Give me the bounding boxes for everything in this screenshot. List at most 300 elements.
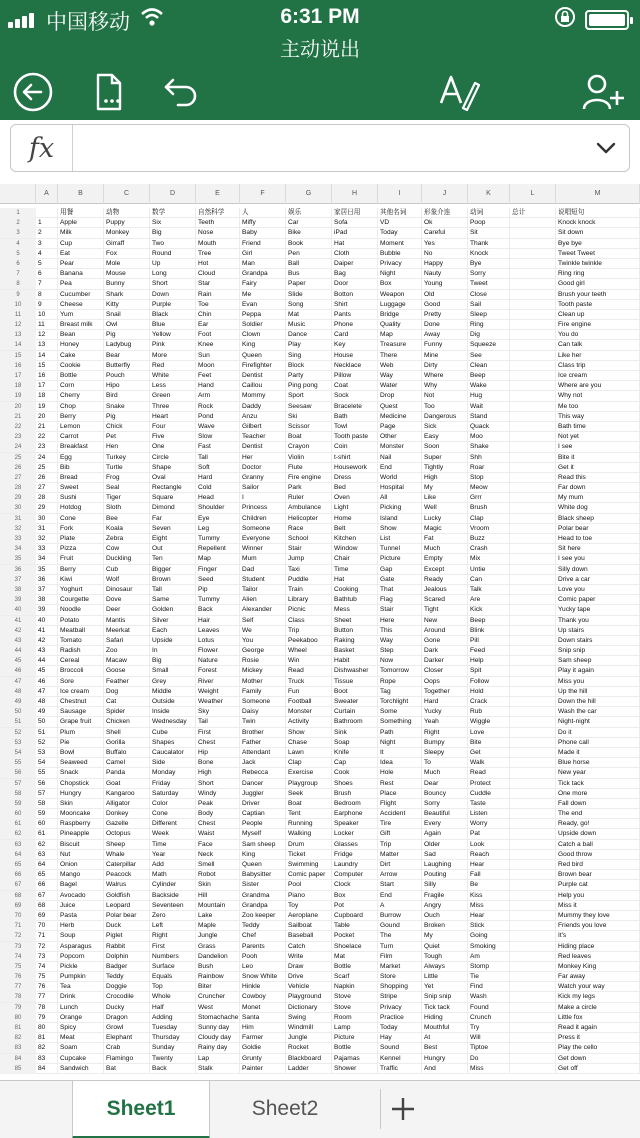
cell[interactable]: Pill (468, 636, 510, 646)
cell[interactable]: Sore (58, 677, 104, 687)
cell[interactable]: George (240, 646, 286, 656)
cell[interactable]: Wheel (286, 646, 332, 656)
cell[interactable]: Camel (104, 758, 150, 768)
cell[interactable] (510, 809, 556, 819)
cell[interactable]: Back (196, 605, 240, 615)
cell[interactable]: I see you (556, 554, 640, 564)
cell[interactable]: Sofa (332, 218, 378, 228)
cell[interactable]: Hiding (422, 1013, 468, 1023)
cell[interactable]: Quality (378, 320, 422, 330)
cell[interactable] (510, 687, 556, 697)
cell[interactable]: Dancer (240, 779, 286, 789)
cell[interactable]: Frog (104, 473, 150, 483)
cell[interactable]: Seek (286, 789, 332, 799)
cell[interactable]: World (378, 473, 422, 483)
cell[interactable]: Tick tack (556, 779, 640, 789)
cell[interactable]: Going (468, 931, 510, 941)
cell[interactable]: Teddy (104, 972, 150, 982)
cell[interactable]: 24 (36, 453, 58, 463)
spreadsheet-grid[interactable] (0, 184, 640, 1080)
cell[interactable]: Stove (332, 992, 378, 1002)
cell[interactable]: 37 (36, 585, 58, 595)
cell[interactable]: Wednesday (150, 717, 196, 727)
cell[interactable]: Wait (468, 402, 510, 412)
cell[interactable]: Flight (378, 799, 422, 809)
cell[interactable]: Tiger (104, 493, 150, 503)
cell[interactable]: Taxi (286, 565, 332, 575)
cell[interactable]: Yucky (422, 707, 468, 717)
cell[interactable]: Bag (332, 269, 378, 279)
cell[interactable] (510, 595, 556, 605)
cell[interactable]: Hospital (378, 483, 422, 493)
cell[interactable]: Draw (286, 962, 332, 972)
cell[interactable]: Fire engine (556, 320, 640, 330)
row-number[interactable]: 77 (0, 982, 36, 992)
cell[interactable]: Peacock (104, 870, 150, 880)
cell[interactable]: Deer (104, 605, 150, 615)
cell[interactable]: Snail (104, 310, 150, 320)
cell[interactable]: Seesaw (286, 402, 332, 412)
cell[interactable]: See (468, 351, 510, 361)
cell[interactable]: White dog (556, 503, 640, 513)
cell[interactable]: Clap (468, 514, 510, 524)
cell[interactable]: Mommy (240, 391, 286, 401)
cell[interactable]: Monster (286, 707, 332, 717)
cell[interactable]: Breast milk (58, 320, 104, 330)
cell[interactable]: Sam sheep (556, 656, 640, 666)
cell[interactable]: Lake (196, 911, 240, 921)
column-header[interactable]: D (150, 184, 196, 204)
cell[interactable]: Lamp (332, 1023, 378, 1033)
cell[interactable]: Winner (240, 544, 286, 554)
cell[interactable]: Teacher (240, 432, 286, 442)
cell[interactable]: End (378, 463, 422, 473)
cell[interactable]: Quest (378, 402, 422, 412)
cell[interactable]: Equals (150, 972, 196, 982)
row-number[interactable]: 66 (0, 870, 36, 880)
cell[interactable]: Mouth (196, 239, 240, 249)
cell[interactable]: Taste (468, 799, 510, 809)
cell[interactable]: Drink (58, 992, 104, 1002)
cell[interactable]: Hat (332, 239, 378, 249)
cell[interactable]: Do it (556, 728, 640, 738)
add-sheet-button[interactable] (380, 1089, 424, 1129)
cell[interactable]: Boat (286, 799, 332, 809)
cell[interactable]: Little fox (556, 1013, 640, 1023)
cell[interactable]: Locker (332, 829, 378, 839)
cell[interactable]: 数学 (150, 208, 196, 218)
cell[interactable]: Seal (104, 483, 150, 493)
cell[interactable]: Hair (196, 616, 240, 626)
cell[interactable]: 33 (36, 544, 58, 554)
cell[interactable]: Pouch (104, 371, 150, 381)
cell[interactable]: Much (422, 768, 468, 778)
cell[interactable]: Catch a ball (556, 840, 640, 850)
cell[interactable]: 14 (36, 351, 58, 361)
cell[interactable]: Time (332, 565, 378, 575)
cell[interactable]: Table (332, 921, 378, 931)
cell[interactable]: Page (378, 422, 422, 432)
cell[interactable]: 58 (36, 799, 58, 809)
cell[interactable]: Ok (422, 218, 468, 228)
cell[interactable]: 71 (36, 931, 58, 941)
cell[interactable]: Ouch (422, 911, 468, 921)
cell[interactable]: Seventeen (150, 901, 196, 911)
cell[interactable]: Crash (468, 544, 510, 554)
cell[interactable] (510, 371, 556, 381)
cell[interactable]: Miss (468, 1064, 510, 1074)
cell[interactable]: Race (286, 524, 332, 534)
cell[interactable]: 7 (36, 279, 58, 289)
cell[interactable]: Small (150, 666, 196, 676)
cell[interactable]: Fragile (422, 891, 468, 901)
cell[interactable]: Nauty (422, 269, 468, 279)
row-number[interactable]: 19 (0, 391, 36, 401)
cell[interactable]: Brother (240, 728, 286, 738)
cell[interactable]: Seaweed (58, 758, 104, 768)
cell[interactable]: Pea (58, 279, 104, 289)
cell[interactable]: Tent (286, 809, 332, 819)
cell[interactable]: Exercise (286, 768, 332, 778)
cell[interactable]: Laundry (332, 860, 378, 870)
cell[interactable]: Pretty (422, 310, 468, 320)
cell[interactable]: Dig (468, 330, 510, 340)
cell[interactable]: Meerkat (104, 626, 150, 636)
row-number[interactable]: 61 (0, 819, 36, 829)
cell[interactable]: Now (378, 656, 422, 666)
cell[interactable] (510, 768, 556, 778)
cell[interactable]: Box (332, 891, 378, 901)
cell[interactable]: Dog (104, 687, 150, 697)
cell[interactable]: Chest (196, 819, 240, 829)
cell[interactable]: Cruncher (196, 992, 240, 1002)
cell[interactable]: Down stairs (556, 636, 640, 646)
cell[interactable]: Mother (240, 677, 286, 687)
cell[interactable]: 62 (36, 840, 58, 850)
row-number[interactable]: 70 (0, 911, 36, 921)
cell[interactable]: Read this (556, 473, 640, 483)
row-number[interactable]: 12 (0, 320, 36, 330)
cell[interactable]: Be (468, 880, 510, 890)
cell[interactable]: Happy (422, 259, 468, 269)
cell[interactable]: Hat (332, 575, 378, 585)
cell[interactable]: Yet (422, 982, 468, 992)
cell[interactable]: Squeeze (468, 340, 510, 350)
cell[interactable]: Surface (150, 962, 196, 972)
cell[interactable] (510, 310, 556, 320)
cell[interactable]: Clean (468, 361, 510, 371)
cell[interactable]: Babysitter (240, 870, 286, 880)
row-number[interactable]: 46 (0, 666, 36, 676)
cell[interactable]: Traffic (378, 1064, 422, 1074)
cell[interactable]: Self (240, 616, 286, 626)
cell[interactable]: Pool (286, 880, 332, 890)
cell[interactable]: Kangaroo (104, 789, 150, 799)
cell[interactable]: Hungry (422, 1054, 468, 1064)
cell[interactable]: Necklace (332, 361, 378, 371)
row-number[interactable]: 76 (0, 972, 36, 982)
cell[interactable]: Inside (150, 707, 196, 717)
cell[interactable]: Island (378, 514, 422, 524)
cell[interactable]: Thursday (150, 1033, 196, 1043)
cell[interactable]: Make a circle (556, 1003, 640, 1013)
cell[interactable]: Nature (196, 656, 240, 666)
cell[interactable]: Tailor (240, 585, 286, 595)
row-number[interactable]: 57 (0, 779, 36, 789)
cell[interactable]: Leo (240, 962, 286, 972)
cell[interactable]: Sailor (240, 483, 286, 493)
cell[interactable]: 84 (36, 1064, 58, 1074)
cell[interactable]: Basket (332, 646, 378, 656)
cell[interactable]: Activity (286, 717, 332, 727)
cell[interactable]: Middle (150, 687, 196, 697)
cell[interactable]: 69 (36, 911, 58, 921)
cell[interactable]: Picking (378, 503, 422, 513)
cell[interactable]: Shower (332, 1064, 378, 1074)
cell[interactable]: Year (150, 850, 196, 860)
cell[interactable]: Tomorrow (378, 666, 422, 676)
cell[interactable]: Stand (468, 412, 510, 422)
row-number[interactable]: 49 (0, 697, 36, 707)
cell[interactable]: Privacy (378, 259, 422, 269)
column-header[interactable]: A (36, 184, 58, 204)
cell[interactable]: Turkey (104, 453, 150, 463)
cell[interactable]: Hard (196, 473, 240, 483)
cell[interactable]: 19 (36, 402, 58, 412)
cell[interactable]: Daisy (240, 707, 286, 717)
cell[interactable]: Miss it (556, 901, 640, 911)
cell[interactable]: Queen (240, 860, 286, 870)
cell[interactable]: Do (468, 1054, 510, 1064)
cell[interactable]: Pip (196, 585, 240, 595)
cell[interactable]: Computer (332, 870, 378, 880)
cell[interactable]: Tough (422, 952, 468, 962)
cell[interactable]: 61 (36, 829, 58, 839)
cell[interactable]: Twin (240, 717, 286, 727)
cell[interactable]: Aeroplane (286, 911, 332, 921)
cell[interactable]: Polar bear (104, 911, 150, 921)
cell[interactable]: Alligator (104, 799, 150, 809)
cell[interactable]: Queen (240, 351, 286, 361)
cell[interactable]: Rainy day (196, 1043, 240, 1053)
cell[interactable] (510, 656, 556, 666)
cell[interactable]: The end (556, 809, 640, 819)
cell[interactable]: Botton (332, 290, 378, 300)
cell[interactable]: Shoelace (332, 942, 378, 952)
cell[interactable]: Drop (378, 391, 422, 401)
cell[interactable]: Bottle (58, 371, 104, 381)
cell[interactable]: 82 (36, 1043, 58, 1053)
cell[interactable]: Granny (240, 473, 286, 483)
row-number[interactable]: 67 (0, 880, 36, 890)
cell[interactable]: Grrr (468, 493, 510, 503)
cell[interactable]: Ready, go! (556, 819, 640, 829)
cell[interactable] (510, 565, 556, 575)
cell[interactable]: 78 (36, 1003, 58, 1013)
cell[interactable]: Bye bye (556, 239, 640, 249)
cell[interactable]: Two (150, 239, 196, 249)
cell[interactable]: Growl (104, 1023, 150, 1033)
cell[interactable]: Numbers (150, 952, 196, 962)
cell[interactable]: Bunny (104, 279, 150, 289)
cell[interactable]: Hay (378, 1033, 422, 1043)
cell[interactable]: Cloud (196, 269, 240, 279)
cell[interactable]: Thank you (556, 616, 640, 626)
cell[interactable]: Where are you (556, 381, 640, 391)
cell[interactable]: Finger (196, 565, 240, 575)
cell[interactable]: Far away (556, 972, 640, 982)
cell[interactable]: Chop (58, 402, 104, 412)
cell[interactable]: Orange (58, 1013, 104, 1023)
cell[interactable]: Bread (58, 473, 104, 483)
cell[interactable]: Turn (378, 942, 422, 952)
cell[interactable]: Star (196, 279, 240, 289)
cell[interactable]: 40 (36, 616, 58, 626)
row-number[interactable]: 38 (0, 585, 36, 595)
cell[interactable]: Crocodile (104, 992, 150, 1002)
cell[interactable]: 81 (36, 1033, 58, 1043)
cell[interactable]: Flute (286, 463, 332, 473)
cell[interactable]: 10 (36, 310, 58, 320)
cell[interactable]: Rocket (286, 1043, 332, 1053)
cell[interactable]: Cap (332, 758, 378, 768)
cell[interactable]: Playground (286, 992, 332, 1002)
cell[interactable]: Blue horse (556, 758, 640, 768)
cell[interactable]: 30 (36, 514, 58, 524)
cell[interactable]: 44 (36, 656, 58, 666)
row-number[interactable]: 71 (0, 921, 36, 931)
cell[interactable]: Yum (58, 310, 104, 320)
cell[interactable]: Hipo (104, 381, 150, 391)
cell[interactable]: Trip (378, 840, 422, 850)
cell[interactable]: 21 (36, 422, 58, 432)
cell[interactable]: Market (378, 962, 422, 972)
cell[interactable]: Shopping (378, 982, 422, 992)
row-number[interactable]: 23 (0, 432, 36, 442)
cell[interactable]: 72 (36, 942, 58, 952)
cell[interactable] (510, 870, 556, 880)
cell[interactable]: Step (378, 646, 422, 656)
cell[interactable]: Right (150, 931, 196, 941)
cell[interactable]: Piglet (104, 931, 150, 941)
cell[interactable]: Hold (468, 687, 510, 697)
back-button[interactable] (10, 70, 56, 114)
cell[interactable]: Ready (422, 575, 468, 585)
cell[interactable]: Girraff (104, 239, 150, 249)
cell[interactable]: Best (422, 1043, 468, 1053)
cell[interactable]: Cupboard (332, 911, 378, 921)
cell[interactable]: Chest (196, 738, 240, 748)
cell[interactable]: Peppa (240, 310, 286, 320)
cell[interactable]: Add (150, 860, 196, 870)
cell[interactable]: King (240, 340, 286, 350)
cell[interactable]: Kitty (104, 300, 150, 310)
cell[interactable] (510, 218, 556, 228)
cell[interactable]: Scarf (332, 972, 378, 982)
cell[interactable]: Swimming (286, 860, 332, 870)
cell[interactable]: Windmill (286, 1023, 332, 1033)
cell[interactable]: Soam (58, 1043, 104, 1053)
cell[interactable]: Sad (422, 850, 468, 860)
cell[interactable] (510, 1013, 556, 1023)
cell[interactable]: Head (196, 493, 240, 503)
cell[interactable]: Mickey (240, 666, 286, 676)
cell[interactable]: Week (150, 829, 196, 839)
cell[interactable]: Sailboat (286, 921, 332, 931)
cell[interactable]: Read (468, 768, 510, 778)
cell[interactable]: Weapon (378, 290, 422, 300)
cell[interactable]: Sleepy (422, 748, 468, 758)
cell[interactable]: Miffy (240, 218, 286, 228)
row-number[interactable]: 85 (0, 1064, 36, 1074)
cell[interactable]: Water (378, 381, 422, 391)
cell[interactable]: Fast (196, 442, 240, 452)
cell[interactable]: 56 (36, 779, 58, 789)
cell[interactable]: Stair (286, 544, 332, 554)
cell[interactable] (510, 422, 556, 432)
cell[interactable]: Dragon (104, 1013, 150, 1023)
cell[interactable]: 83 (36, 1054, 58, 1064)
cell[interactable]: Bush (196, 962, 240, 972)
cell[interactable]: Lap (196, 1054, 240, 1064)
cell[interactable]: Duck (104, 921, 150, 931)
cell[interactable]: Mooncake (58, 809, 104, 819)
cell[interactable]: Accident (378, 809, 422, 819)
cell[interactable]: Again (422, 829, 468, 839)
cell[interactable]: Dandelion (196, 952, 240, 962)
cell[interactable]: Dictionary (286, 1003, 332, 1013)
cell[interactable]: First (196, 728, 240, 738)
row-number[interactable]: 22 (0, 422, 36, 432)
cell[interactable]: Sweater (332, 697, 378, 707)
cell[interactable]: Bird (104, 391, 150, 401)
cell[interactable]: Weight (196, 687, 240, 697)
cell[interactable]: Towl (332, 422, 378, 432)
cell[interactable]: Hard (422, 697, 468, 707)
cell[interactable]: Octopus (104, 829, 150, 839)
cell[interactable]: My (422, 931, 468, 941)
cell[interactable]: Soft (196, 463, 240, 473)
cell[interactable]: Window (332, 544, 378, 554)
cell[interactable]: Jungle (286, 1033, 332, 1043)
cell[interactable]: Sock (332, 391, 378, 401)
cell[interactable]: Play the cello (556, 1043, 640, 1053)
cell[interactable]: Not (422, 391, 468, 401)
cell[interactable]: 39 (36, 605, 58, 615)
row-number[interactable]: 39 (0, 595, 36, 605)
cell[interactable]: Blue (150, 320, 196, 330)
cell[interactable]: Privacy (378, 1003, 422, 1013)
cell[interactable] (510, 361, 556, 371)
cell[interactable]: Asparagus (58, 942, 104, 952)
cell[interactable]: Film (378, 952, 422, 962)
cell[interactable]: Potato (58, 616, 104, 626)
cell[interactable]: Down the hill (556, 697, 640, 707)
cell[interactable]: Peekaboo (286, 636, 332, 646)
cell[interactable]: Gate (378, 575, 422, 585)
cell[interactable]: Monster (378, 442, 422, 452)
cell[interactable]: Store (378, 972, 422, 982)
cell[interactable]: Shake (468, 442, 510, 452)
cell[interactable]: Train (286, 585, 332, 595)
cell[interactable]: Upside down (556, 829, 640, 839)
cell[interactable]: Rainbow (196, 972, 240, 982)
cell[interactable]: Snip snip (556, 646, 640, 656)
cell[interactable]: Bottle (332, 962, 378, 972)
cell[interactable] (510, 1064, 556, 1074)
cell[interactable]: Bagel (58, 880, 104, 890)
cell[interactable]: Key (332, 340, 378, 350)
